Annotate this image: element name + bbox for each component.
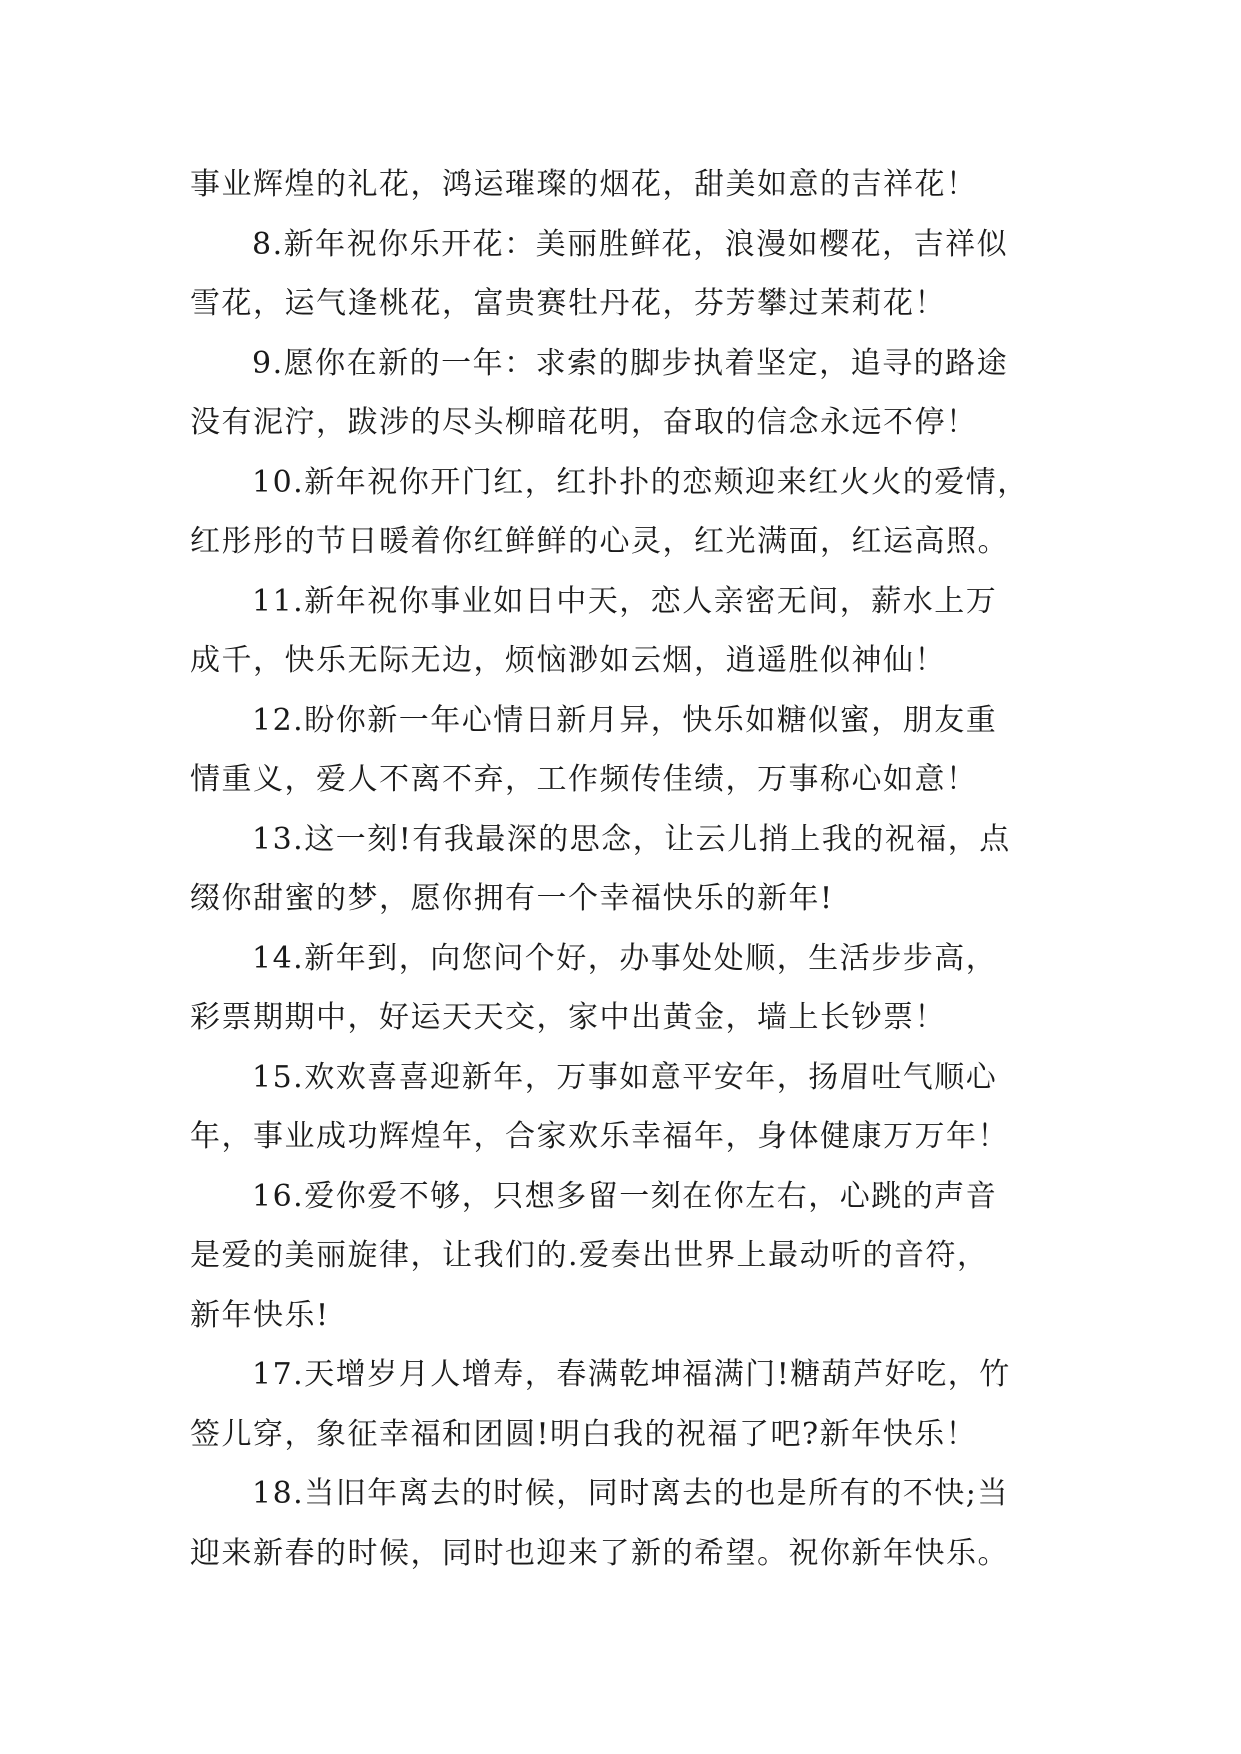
text-line: 17.天增岁月人增寿，春满乾坤福满门!糖葫芦好吃，竹 xyxy=(252,1357,1011,1392)
text-line: 没有泥泞，跋涉的尽头柳暗花明，奋取的信念永远不停！ xyxy=(190,405,978,440)
text-line: 12.盼你新一年心情日新月异，快乐如糖似蜜，朋友重 xyxy=(252,702,998,738)
text-line: 成千，快乐无际无边，烦恼渺如云烟，逍遥胜似神仙！ xyxy=(190,643,946,678)
text-line: 红彤彤的节日暖着你红鲜鲜的心灵，红光满面，红运高照。 xyxy=(190,524,1009,559)
text-line: 11.新年祝你事业如日中天，恋人亲密无间，薪水上万 xyxy=(252,583,998,619)
text-line: 15.欢欢喜喜迎新年，万事如意平安年，扬眉吐气顺心 xyxy=(252,1059,998,1095)
text-line: 14.新年到，向您问个好，办事处处顺，生活步步高， xyxy=(252,940,998,976)
text-line: 18.当旧年离去的时候，同时离去的也是所有的不快;当 xyxy=(252,1476,1009,1511)
text-line: 是爱的美丽旋律，让我们的.爱奏出世界上最动听的音符， xyxy=(190,1238,989,1273)
text-line: 年，事业成功辉煌年，合家欢乐幸福年，身体健康万万年！ xyxy=(190,1119,1009,1154)
text-line: 情重义，爱人不离不弃，工作频传佳绩，万事称心如意！ xyxy=(190,762,978,797)
text-line: 彩票期期中，好运天天交，家中出黄金，墙上长钞票！ xyxy=(190,1000,946,1035)
text-line: 缀你甜蜜的梦，愿你拥有一个幸福快乐的新年! xyxy=(190,881,834,916)
text-line: 新年快乐! xyxy=(190,1297,330,1333)
text-line: 事业辉煌的礼花，鸿运璀璨的烟花，甜美如意的吉祥花！ xyxy=(190,167,978,202)
text-line: 13.这一刻!有我最深的思念，让云儿捎上我的祝福，点 xyxy=(252,821,1011,857)
text-line: 雪花，运气逢桃花，富贵赛牡丹花，芬芳攀过茉莉花！ xyxy=(190,286,946,321)
text-line: 9.愿你在新的一年：求索的脚步执着坚定，追寻的路途 xyxy=(252,345,1009,381)
text-line: 签儿穿，象征幸福和团圆!明白我的祝福了吧?新年快乐！ xyxy=(190,1416,978,1452)
text-line: 16.爱你爱不够，只想多留一刻在你左右，心跳的声音 xyxy=(252,1178,998,1214)
document-body xyxy=(190,155,1070,1583)
text-line: 迎来新春的时候，同时也迎来了新的希望。祝你新年快乐。 xyxy=(190,1535,1009,1571)
text-line: 10.新年祝你开门红，红扑扑的恋颊迎来红火火的爱情， xyxy=(252,464,1029,500)
text-line: 8.新年祝你乐开花：美丽胜鲜花，浪漫如樱花，吉祥似 xyxy=(252,226,1009,262)
